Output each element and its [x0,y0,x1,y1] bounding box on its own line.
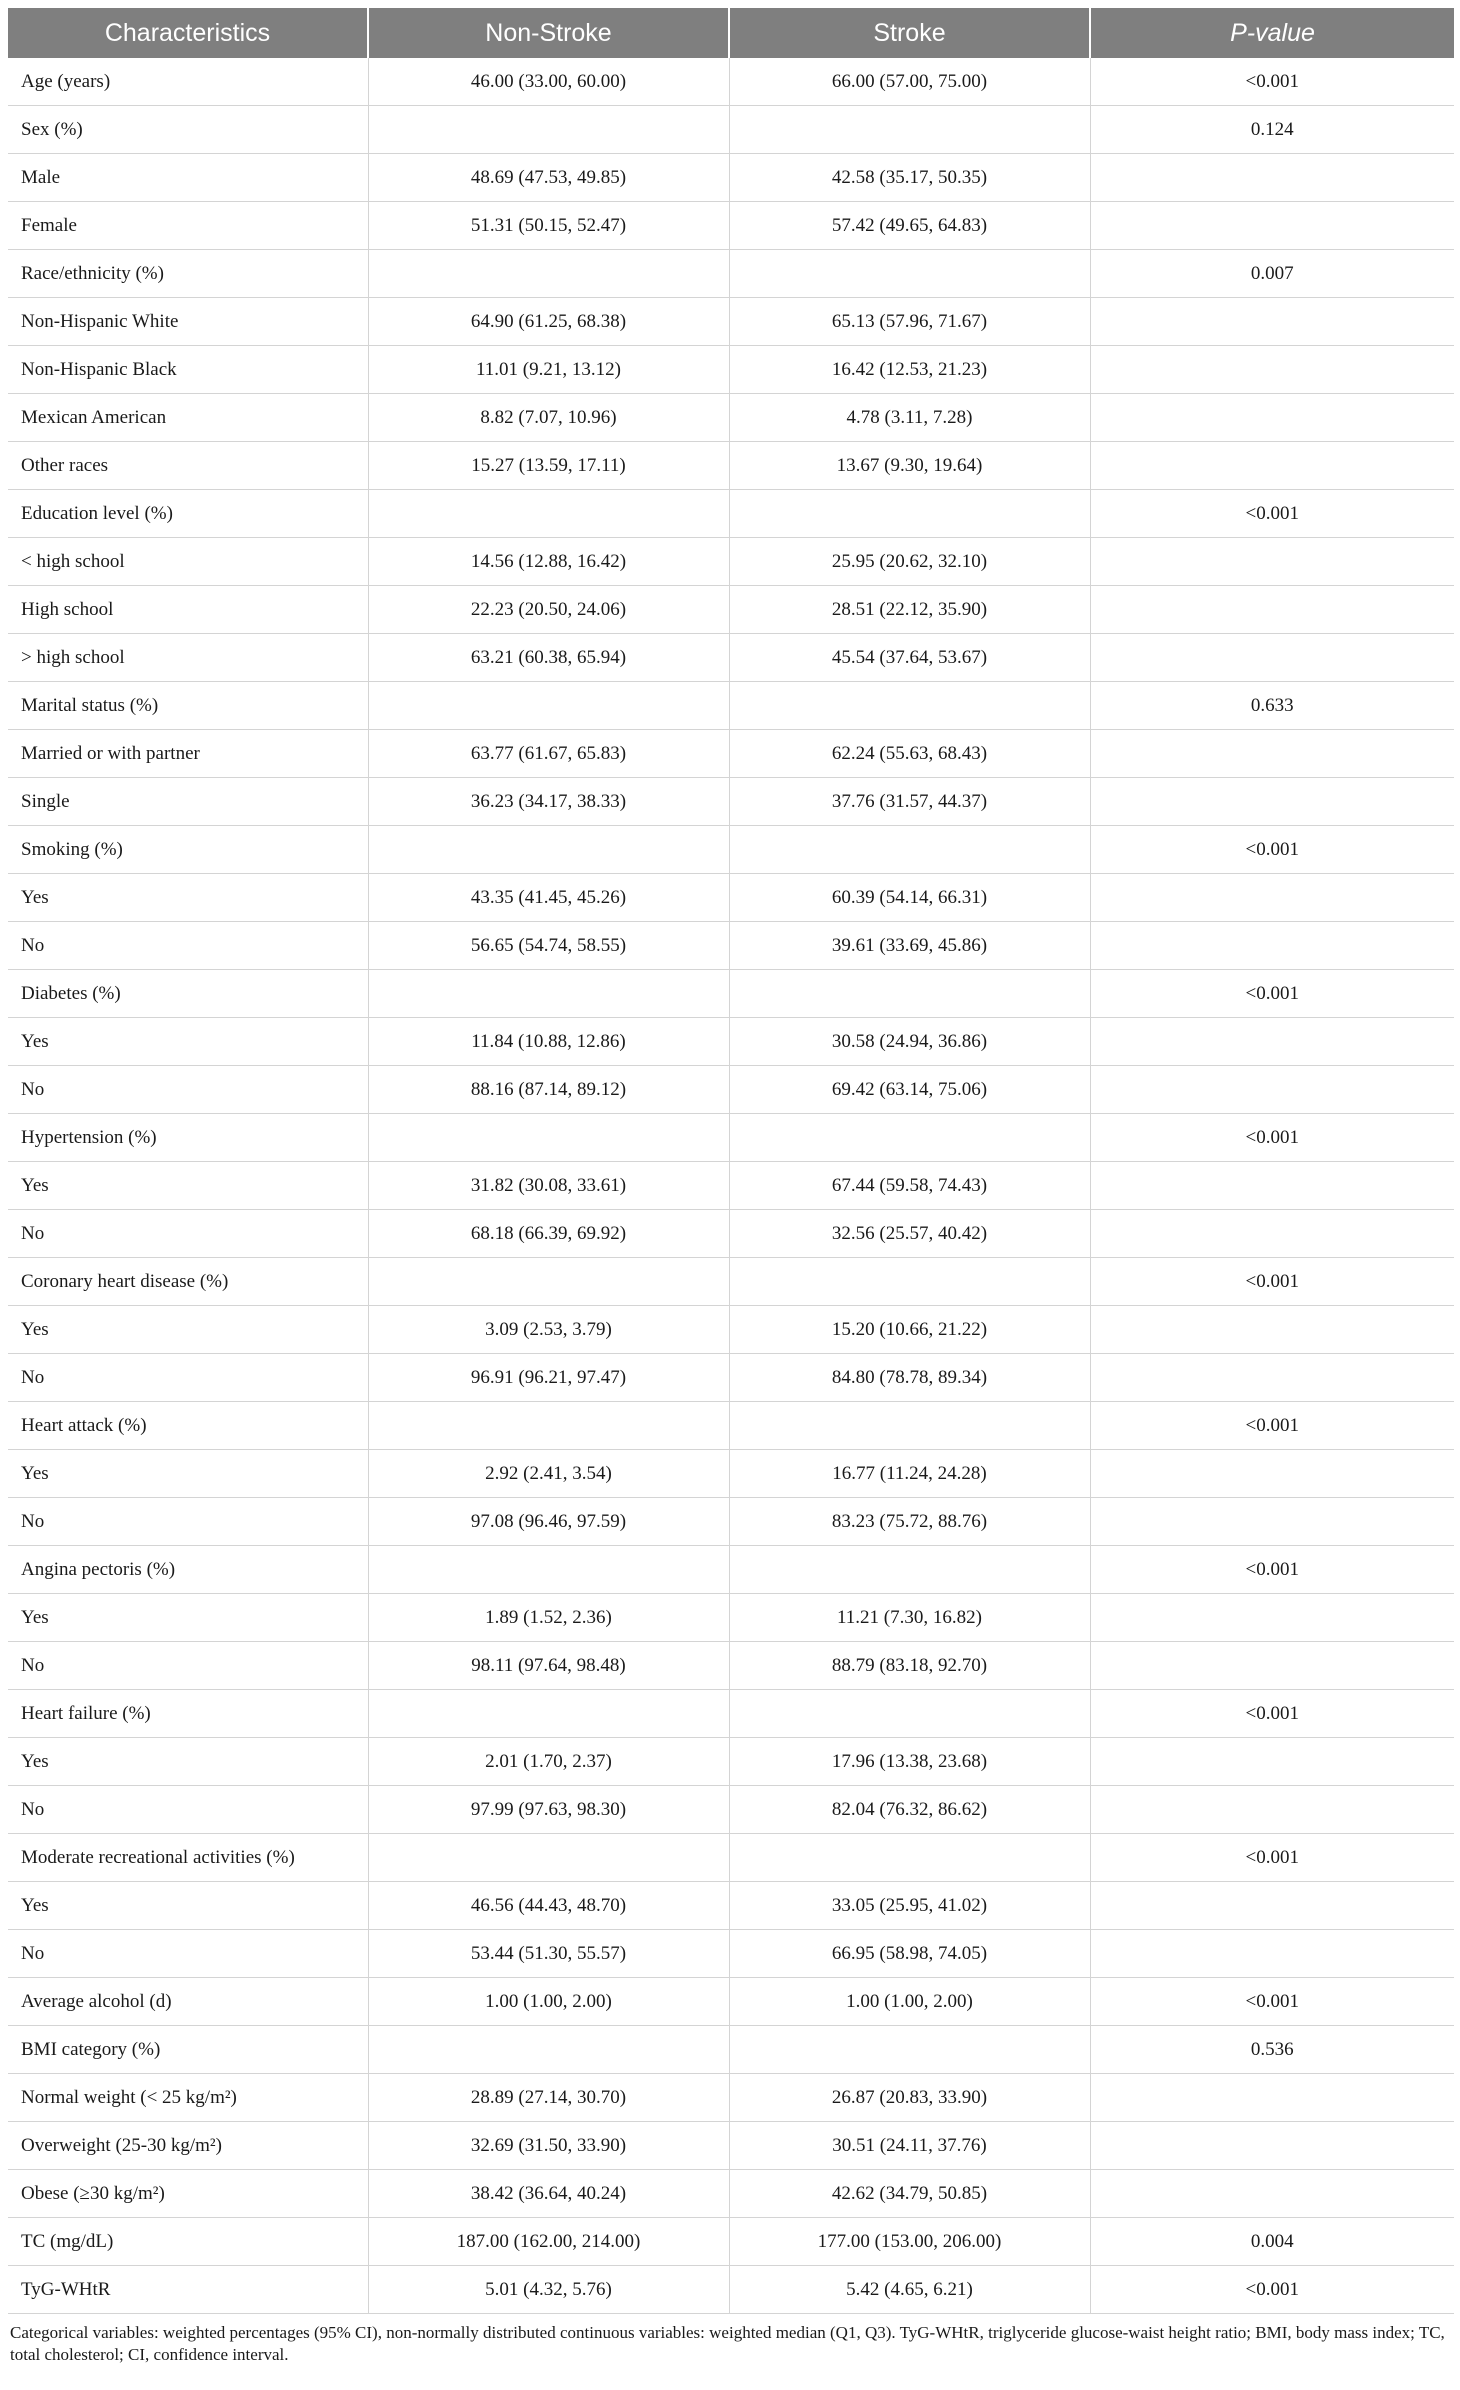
header-non-stroke: Non-Stroke [368,8,729,58]
cell-characteristic: Married or with partner [8,730,368,778]
table-row [8,634,1454,682]
header-p-value-label: P-value [1230,18,1315,47]
cell-stroke [729,1114,1090,1162]
table-row [8,250,1454,298]
table-row [8,1306,1454,1354]
cell-p-value [1090,1498,1454,1546]
table-footnote: Categorical variables: weighted percentages (95% CI), non-normally distributed continuous variables: weighted median (Q1, Q3). TyG-WHtR, triglyceride glucose-waist height ratio; BMI, body mass index; TC, total cholesterol; CI, confidence interval. [10,2323,1445,2364]
table-row [8,826,1454,874]
cell-characteristic: Overweight (25-30 kg/m²) [8,2122,368,2170]
cell-non-stroke: 2.92 (2.41, 3.54) [368,1450,729,1498]
cell-characteristic: Other races [8,442,368,490]
cell-characteristic: Yes [8,874,368,922]
cell-stroke: 82.04 (76.32, 86.62) [729,1786,1090,1834]
cell-characteristic: High school [8,586,368,634]
cell-non-stroke: 63.77 (61.67, 65.83) [368,730,729,778]
cell-p-value: <0.001 [1090,58,1454,106]
table-row [8,346,1454,394]
table-header-row [8,8,1454,58]
cell-p-value [1090,1786,1454,1834]
cell-p-value [1090,1642,1454,1690]
cell-characteristic: Yes [8,1018,368,1066]
cell-stroke [729,1258,1090,1306]
cell-characteristic: Yes [8,1738,368,1786]
table-row [8,1546,1454,1594]
cell-stroke: 88.79 (83.18, 92.70) [729,1642,1090,1690]
cell-p-value: <0.001 [1090,1114,1454,1162]
cell-non-stroke: 11.84 (10.88, 12.86) [368,1018,729,1066]
cell-stroke [729,970,1090,1018]
cell-non-stroke: 11.01 (9.21, 13.12) [368,346,729,394]
cell-characteristic: Yes [8,1594,368,1642]
table-row [8,1930,1454,1978]
cell-non-stroke: 51.31 (50.15, 52.47) [368,202,729,250]
cell-p-value: <0.001 [1090,1690,1454,1738]
table-row [8,538,1454,586]
cell-p-value: 0.536 [1090,2026,1454,2074]
table-row [8,106,1454,154]
cell-p-value: <0.001 [1090,970,1454,1018]
cell-characteristic: > high school [8,634,368,682]
table-row [8,2266,1454,2314]
cell-non-stroke [368,1402,729,1450]
cell-characteristic: No [8,1786,368,1834]
cell-non-stroke: 36.23 (34.17, 38.33) [368,778,729,826]
cell-non-stroke: 14.56 (12.88, 16.42) [368,538,729,586]
cell-stroke: 69.42 (63.14, 75.06) [729,1066,1090,1114]
table-row [8,1642,1454,1690]
cell-stroke: 42.58 (35.17, 50.35) [729,154,1090,202]
cell-characteristic: Yes [8,1882,368,1930]
table-row [8,1258,1454,1306]
header-p-value [1090,8,1454,58]
cell-characteristic: Heart failure (%) [8,1690,368,1738]
table-row [8,1114,1454,1162]
cell-stroke: 26.87 (20.83, 33.90) [729,2074,1090,2122]
cell-non-stroke: 46.00 (33.00, 60.00) [368,58,729,106]
cell-characteristic: Age (years) [8,58,368,106]
table-row [8,1882,1454,1930]
cell-characteristic: TyG-WHtR [8,2266,368,2314]
cell-p-value [1090,1450,1454,1498]
cell-non-stroke [368,106,729,154]
table-row [8,1498,1454,1546]
table-row [8,202,1454,250]
table-row [8,586,1454,634]
cell-non-stroke: 2.01 (1.70, 2.37) [368,1738,729,1786]
cell-stroke: 42.62 (34.79, 50.85) [729,2170,1090,2218]
cell-non-stroke: 28.89 (27.14, 30.70) [368,2074,729,2122]
cell-characteristic: Coronary heart disease (%) [8,1258,368,1306]
table-row [8,2026,1454,2074]
table-row [8,2074,1454,2122]
table-row [8,154,1454,202]
cell-stroke: 83.23 (75.72, 88.76) [729,1498,1090,1546]
table-body [8,58,1454,2314]
cell-p-value: 0.124 [1090,106,1454,154]
cell-p-value [1090,1162,1454,1210]
cell-non-stroke: 97.08 (96.46, 97.59) [368,1498,729,1546]
cell-stroke: 60.39 (54.14, 66.31) [729,874,1090,922]
cell-p-value [1090,1594,1454,1642]
cell-p-value [1090,538,1454,586]
cell-p-value: 0.004 [1090,2218,1454,2266]
cell-characteristic: TC (mg/dL) [8,2218,368,2266]
cell-stroke: 15.20 (10.66, 21.22) [729,1306,1090,1354]
table-row [8,1066,1454,1114]
cell-characteristic: No [8,1066,368,1114]
cell-non-stroke: 187.00 (162.00, 214.00) [368,2218,729,2266]
cell-stroke: 84.80 (78.78, 89.34) [729,1354,1090,1402]
table-container [8,8,1454,2366]
cell-non-stroke: 68.18 (66.39, 69.92) [368,1210,729,1258]
cell-non-stroke [368,1834,729,1882]
cell-non-stroke [368,826,729,874]
cell-characteristic: Average alcohol (d) [8,1978,368,2026]
cell-stroke: 39.61 (33.69, 45.86) [729,922,1090,970]
cell-characteristic: No [8,922,368,970]
cell-p-value [1090,154,1454,202]
table-row [8,2122,1454,2170]
cell-stroke [729,682,1090,730]
cell-non-stroke [368,1546,729,1594]
cell-stroke: 28.51 (22.12, 35.90) [729,586,1090,634]
cell-characteristic: No [8,1498,368,1546]
cell-characteristic: Heart attack (%) [8,1402,368,1450]
cell-characteristic: Obese (≥30 kg/m²) [8,2170,368,2218]
cell-p-value [1090,2074,1454,2122]
header-characteristics: Characteristics [8,8,368,58]
cell-stroke: 30.58 (24.94, 36.86) [729,1018,1090,1066]
cell-stroke: 13.67 (9.30, 19.64) [729,442,1090,490]
cell-p-value [1090,2122,1454,2170]
cell-characteristic: Education level (%) [8,490,368,538]
cell-stroke [729,2026,1090,2074]
cell-non-stroke: 56.65 (54.74, 58.55) [368,922,729,970]
cell-p-value: <0.001 [1090,826,1454,874]
cell-stroke: 66.00 (57.00, 75.00) [729,58,1090,106]
table-row [8,1354,1454,1402]
cell-p-value [1090,1882,1454,1930]
cell-characteristic: Non-Hispanic White [8,298,368,346]
cell-non-stroke: 96.91 (96.21, 97.47) [368,1354,729,1402]
cell-non-stroke [368,250,729,298]
cell-characteristic: No [8,1210,368,1258]
table-row [8,1594,1454,1642]
cell-non-stroke: 53.44 (51.30, 55.57) [368,1930,729,1978]
cell-non-stroke: 97.99 (97.63, 98.30) [368,1786,729,1834]
cell-p-value [1090,874,1454,922]
cell-characteristic: Moderate recreational activities (%) [8,1834,368,1882]
characteristics-table [8,8,1454,2314]
cell-characteristic: BMI category (%) [8,2026,368,2074]
cell-p-value [1090,1930,1454,1978]
table-row [8,778,1454,826]
cell-non-stroke: 48.69 (47.53, 49.85) [368,154,729,202]
cell-p-value [1090,1210,1454,1258]
cell-non-stroke: 22.23 (20.50, 24.06) [368,586,729,634]
cell-p-value [1090,2170,1454,2218]
cell-stroke: 65.13 (57.96, 71.67) [729,298,1090,346]
cell-p-value [1090,1354,1454,1402]
cell-non-stroke [368,1114,729,1162]
cell-characteristic: Diabetes (%) [8,970,368,1018]
cell-p-value: <0.001 [1090,1402,1454,1450]
cell-stroke: 11.21 (7.30, 16.82) [729,1594,1090,1642]
cell-stroke [729,490,1090,538]
cell-non-stroke: 38.42 (36.64, 40.24) [368,2170,729,2218]
cell-non-stroke: 1.00 (1.00, 2.00) [368,1978,729,2026]
cell-characteristic: Hypertension (%) [8,1114,368,1162]
table-row [8,970,1454,1018]
table-row [8,922,1454,970]
cell-p-value [1090,730,1454,778]
table-row [8,1450,1454,1498]
table-row [8,1162,1454,1210]
cell-non-stroke: 5.01 (4.32, 5.76) [368,2266,729,2314]
cell-characteristic: Yes [8,1450,368,1498]
table-row [8,394,1454,442]
cell-stroke: 5.42 (4.65, 6.21) [729,2266,1090,2314]
cell-stroke [729,106,1090,154]
cell-stroke: 37.76 (31.57, 44.37) [729,778,1090,826]
cell-stroke [729,250,1090,298]
table-row [8,1834,1454,1882]
table-row [8,1786,1454,1834]
cell-stroke: 1.00 (1.00, 2.00) [729,1978,1090,2026]
cell-non-stroke: 8.82 (7.07, 10.96) [368,394,729,442]
cell-non-stroke: 46.56 (44.43, 48.70) [368,1882,729,1930]
cell-characteristic: Marital status (%) [8,682,368,730]
cell-characteristic: Male [8,154,368,202]
cell-non-stroke [368,2026,729,2074]
cell-stroke: 66.95 (58.98, 74.05) [729,1930,1090,1978]
cell-p-value: <0.001 [1090,490,1454,538]
cell-p-value: <0.001 [1090,1978,1454,2026]
cell-stroke: 177.00 (153.00, 206.00) [729,2218,1090,2266]
table-row [8,58,1454,106]
table-row [8,874,1454,922]
table-row [8,442,1454,490]
cell-non-stroke: 43.35 (41.45, 45.26) [368,874,729,922]
table-row [8,730,1454,778]
cell-p-value [1090,922,1454,970]
table-row [8,1738,1454,1786]
cell-stroke: 45.54 (37.64, 53.67) [729,634,1090,682]
cell-p-value [1090,442,1454,490]
cell-non-stroke: 31.82 (30.08, 33.61) [368,1162,729,1210]
cell-p-value: 0.633 [1090,682,1454,730]
cell-characteristic: No [8,1930,368,1978]
cell-characteristic: Single [8,778,368,826]
table-row [8,1018,1454,1066]
cell-non-stroke [368,682,729,730]
cell-non-stroke: 15.27 (13.59, 17.11) [368,442,729,490]
table-row [8,1978,1454,2026]
cell-non-stroke: 3.09 (2.53, 3.79) [368,1306,729,1354]
cell-p-value [1090,586,1454,634]
table-row [8,2218,1454,2266]
cell-stroke: 67.44 (59.58, 74.43) [729,1162,1090,1210]
cell-p-value: <0.001 [1090,2266,1454,2314]
cell-characteristic: < high school [8,538,368,586]
cell-p-value: <0.001 [1090,1546,1454,1594]
cell-stroke: 17.96 (13.38, 23.68) [729,1738,1090,1786]
cell-p-value [1090,1738,1454,1786]
cell-p-value [1090,346,1454,394]
cell-stroke: 33.05 (25.95, 41.02) [729,1882,1090,1930]
cell-stroke: 25.95 (20.62, 32.10) [729,538,1090,586]
cell-characteristic: No [8,1642,368,1690]
table-row [8,1690,1454,1738]
table-row [8,682,1454,730]
cell-p-value [1090,202,1454,250]
cell-non-stroke [368,1258,729,1306]
cell-stroke: 62.24 (55.63, 68.43) [729,730,1090,778]
table-row [8,490,1454,538]
cell-stroke [729,1690,1090,1738]
cell-characteristic: Sex (%) [8,106,368,154]
cell-characteristic: Non-Hispanic Black [8,346,368,394]
cell-p-value [1090,634,1454,682]
cell-non-stroke: 1.89 (1.52, 2.36) [368,1594,729,1642]
header-stroke: Stroke [729,8,1090,58]
cell-non-stroke [368,1690,729,1738]
cell-characteristic: Race/ethnicity (%) [8,250,368,298]
cell-stroke: 57.42 (49.65, 64.83) [729,202,1090,250]
cell-stroke: 32.56 (25.57, 40.42) [729,1210,1090,1258]
cell-p-value [1090,1066,1454,1114]
cell-characteristic: Smoking (%) [8,826,368,874]
cell-characteristic: Yes [8,1306,368,1354]
table-row [8,2170,1454,2218]
cell-stroke [729,1546,1090,1594]
cell-non-stroke: 63.21 (60.38, 65.94) [368,634,729,682]
cell-stroke [729,1834,1090,1882]
cell-p-value [1090,1018,1454,1066]
cell-non-stroke: 32.69 (31.50, 33.90) [368,2122,729,2170]
cell-non-stroke: 88.16 (87.14, 89.12) [368,1066,729,1114]
cell-p-value: 0.007 [1090,250,1454,298]
cell-non-stroke [368,970,729,1018]
cell-stroke: 30.51 (24.11, 37.76) [729,2122,1090,2170]
cell-characteristic: Mexican American [8,394,368,442]
cell-p-value: <0.001 [1090,1834,1454,1882]
cell-non-stroke [368,490,729,538]
cell-characteristic: Angina pectoris (%) [8,1546,368,1594]
cell-characteristic: Yes [8,1162,368,1210]
cell-characteristic: Normal weight (< 25 kg/m²) [8,2074,368,2122]
cell-p-value [1090,298,1454,346]
cell-p-value [1090,1306,1454,1354]
cell-p-value [1090,394,1454,442]
cell-stroke: 16.77 (11.24, 24.28) [729,1450,1090,1498]
cell-stroke [729,1402,1090,1450]
cell-stroke [729,826,1090,874]
cell-characteristic: No [8,1354,368,1402]
cell-characteristic: Female [8,202,368,250]
cell-stroke: 4.78 (3.11, 7.28) [729,394,1090,442]
table-row [8,298,1454,346]
cell-non-stroke: 98.11 (97.64, 98.48) [368,1642,729,1690]
cell-p-value [1090,778,1454,826]
cell-non-stroke: 64.90 (61.25, 68.38) [368,298,729,346]
table-row [8,1210,1454,1258]
cell-stroke: 16.42 (12.53, 21.23) [729,346,1090,394]
table-row [8,1402,1454,1450]
cell-p-value: <0.001 [1090,1258,1454,1306]
